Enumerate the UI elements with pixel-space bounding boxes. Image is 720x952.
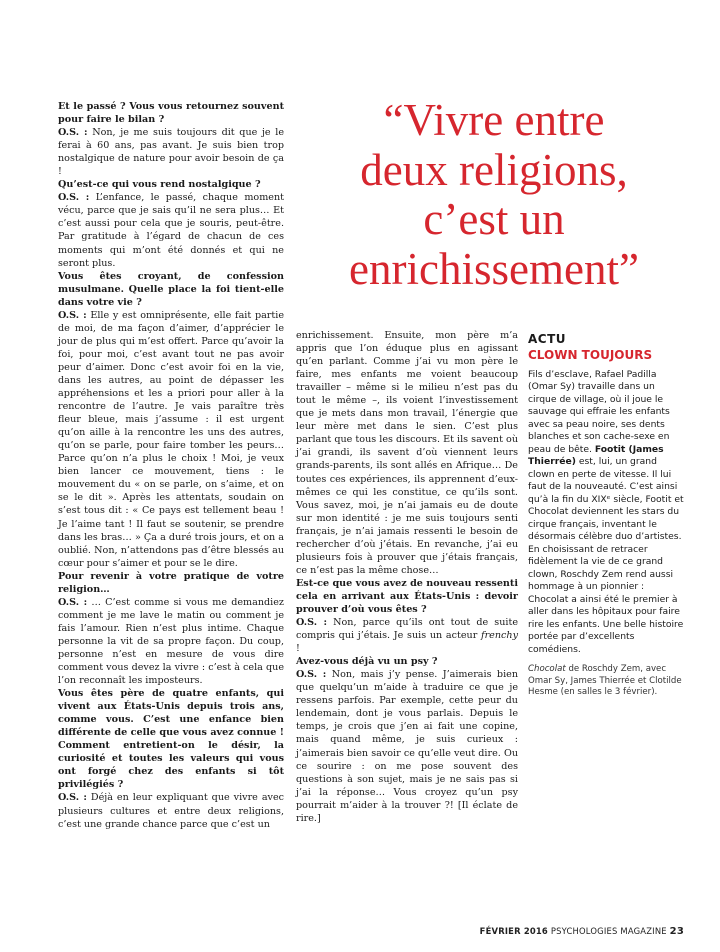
pull-quote-line: enrichissement” bbox=[349, 243, 639, 294]
pull-quote bbox=[300, 96, 688, 294]
speaker-label: O.S. : bbox=[296, 617, 327, 629]
answer-text: L’enfance, le passé, chaque moment vécu, parce que je sais qu’il ne sera plus… Et c’est aussi pour cela que je souris, peut-être. Par gratitude à l’égard de chacun de ces moments qui m’ont été donnés et qui ne seront plus. bbox=[58, 192, 285, 269]
actu-sidebar bbox=[528, 331, 686, 707]
sidebar-body-text: est, lui, un grand clown en perte de vitesse. Il lui faut de la nouveauté. C’est ainsi qu’à la fin du XIXᵉ siècle, Footit et Chocolat deviennent les stars du cirque français, inventant le désormais célèbre duo d’artistes. En choisissant de retracer fidèlement la vie de ce grand clown, Roschdy Zem rend aussi hommage à un pionnier : Chocolat a ainsi été le premier à aller dans les hôpitaux pour faire rire les enfants. Une belle histoire portée par d’excellents comédiens. bbox=[528, 456, 684, 655]
question: Vous êtes père de quatre enfants, qui vivent aux États-Unis depuis trois ans, comme vous. C’est une enfance bien différente de celle que vous avez connue ! Comment entretient-on le désir, la curiosité et toutes les valeurs qui vous ont forgé chez des enfants si tôt privilégiés ? bbox=[58, 688, 284, 791]
speaker-label: O.S. : bbox=[58, 127, 88, 139]
interview-column-1 bbox=[58, 100, 284, 831]
pull-quote-line: deux religions, bbox=[360, 144, 628, 195]
speaker-label: O.S. : bbox=[58, 192, 90, 204]
question: Et le passé ? Vous vous retournez souvent pour faire le bilan ? bbox=[58, 101, 284, 126]
answer bbox=[296, 616, 518, 655]
answer-text: Elle y est omniprésente, elle fait partie de moi, de ma façon d’aimer, d’apprécier le jour de plus qui m’est offert. Parce qu’avoir la foi, pour moi, c’est avant tout ne pas avoir peur d’aimer. Donc c’est avoir foi en la vie, dans les autres, au point de dépasser les appréhensions et les a priori pour aller à la rencontre de l’autre. Je vais paraître très fleur bleue, mais j’assume : il est urgent qu’on aille à la rencontre les uns des autres, qu’on se parle, pour faire tomber les peurs… Parce qu’on n’a plus le choix ! Moi, je veux bien lancer ce mouvement, tiens : le mouvement du « on se parle, on s’aime, et on se le dit ». Après les attentats, soudain on s’est tous dit : « Ce pays est tellement beau ! Je l’aime tant ! Il faut se soutenir, se prendre dans les bras… » Ça a duré trois jours, et on a oublié. Non, n’attendons pas d’être blessés au cœur pour s’aimer et pour se le dire. bbox=[58, 309, 284, 569]
answer bbox=[58, 309, 284, 570]
sidebar-body-bold: Footit (James Thierrée) bbox=[528, 443, 664, 468]
film-title: Chocolat bbox=[528, 664, 566, 675]
answer-text: ! bbox=[296, 643, 300, 655]
sidebar-body bbox=[528, 369, 686, 657]
speaker-label: O.S. : bbox=[296, 669, 327, 681]
answer-text: Non, parce qu’ils ont tout de suite compris qui j’étais. Je suis un acteur bbox=[296, 617, 518, 642]
pull-quote-line: “Vivre entre bbox=[383, 95, 605, 145]
interview-column-2 bbox=[296, 329, 518, 825]
answer bbox=[58, 126, 284, 178]
answer bbox=[58, 791, 284, 830]
pull-quote-line: c’est un bbox=[423, 194, 565, 244]
magazine-name: PSYCHOLOGIES MAGAZINE bbox=[550, 926, 667, 936]
answer-italic: frenchy bbox=[481, 630, 518, 642]
question: Pour revenir à votre pratique de votre religion… bbox=[58, 570, 284, 595]
issue-date: FÉVRIER 2016 bbox=[479, 926, 548, 936]
answer-text: Non, mais j’y pense. J’aimerais bien que quelqu’un m’aide à traduire ce que je ressens parfois. Par exemple, cette peur du lendemain, dont je vous parlais. Depuis le temps, je crois que j’en ai fait une copine, mais quand même, je suis curieux : j’aimerais bien savoir ce qu’elle veut dire. Ou ce sourire : on me pose souvent des questions à son sujet, mais je ne sais pas si j’ai la réponse… Vous croyez qu’un psy pourrait m’aider à la trouver ?! [Il éclate de rire.] bbox=[296, 669, 518, 824]
answer bbox=[58, 596, 284, 687]
question: Vous êtes croyant, de confession musulmane. Quelle place la foi tient-elle dans votre vie ? bbox=[58, 270, 284, 308]
answer-text: … C’est comme si vous me demandiez comment je me lave le matin ou comment je fais l’amour. Rien n’est plus intime. Chaque personne la vit de sa propre façon. Du coup, personne n’est en mesure de vous dire comment vous devez la vivre : c’est à cela que l’on reconnaît les imposteurs. bbox=[58, 596, 284, 687]
question: Avez-vous déjà vu un psy ? bbox=[296, 656, 438, 668]
page-number: 23 bbox=[669, 926, 684, 937]
speaker-label: O.S. : bbox=[58, 792, 87, 804]
answer-text: Déjà en leur expliquant que vivre avec plusieurs cultures et entre deux religions, c’est une grande chance parce que c’est un bbox=[58, 792, 285, 830]
answer-continued: enrichissement. Ensuite, mon père m’a appris que l’on éduque plus en agissant qu’en parlant. Comme j’ai vu mon père le faire, mes enfants me voient beaucoup travailler – même si le milieu n’est pas du tout le même –, ils voient l’investissement que je mets dans mon travail, l’énergie que leur mère met dans le sien. C’est plus parlant que tous les discours. Et ils savent où j’ai grandi, ils savent d’où viennent leurs grands-parents, ils sont allés en Afrique… De toutes ces expériences, ils apprennent d’eux-mêmes ce qui les constitue, ce qu’ils sont. Vous savez, moi, je n’ai jamais eu de doute sur mon identité : je me suis toujours senti français, je n’ai jamais ressenti le besoin de rechercher d’où j’étais. En revanche, j’ai eu plusieurs fois à prouver que j’étais français, ce n’est pas la même chose… bbox=[296, 330, 518, 576]
question: Est-ce que vous avez de nouveau ressenti cela en arrivant aux États-Unis : devoir prouver d’où vous êtes ? bbox=[296, 577, 518, 615]
answer bbox=[296, 668, 518, 825]
answer-text: Non, je me suis toujours dit que je le ferai à 60 ans, pas avant. Je suis bien trop nostalgique de nature pour avoir besoin de ça ! bbox=[58, 127, 284, 178]
film-credit-text: de Roschdy Zem, avec Omar Sy, James Thierrée et Clotilde Hesme (en salles le 3 février). bbox=[528, 664, 682, 697]
film-credit bbox=[528, 664, 686, 698]
speaker-label: O.S. : bbox=[58, 309, 87, 321]
sidebar-subheading: CLOWN TOUJOURS bbox=[528, 348, 653, 363]
answer bbox=[58, 191, 284, 269]
sidebar-heading: ACTU bbox=[528, 332, 567, 346]
page-footer bbox=[480, 926, 684, 937]
sidebar-body-text: Fils d’esclave, Rafael Padilla (Omar Sy) travaille dans un cirque de village, où il joue le sauvage qui effraie les enfants avec sa peau noire, ses dents blanches et son cache-sexe en peau de bête. bbox=[528, 368, 670, 455]
question: Qu’est-ce qui vous rend nostalgique ? bbox=[58, 179, 261, 191]
speaker-label: O.S. : bbox=[58, 596, 88, 608]
